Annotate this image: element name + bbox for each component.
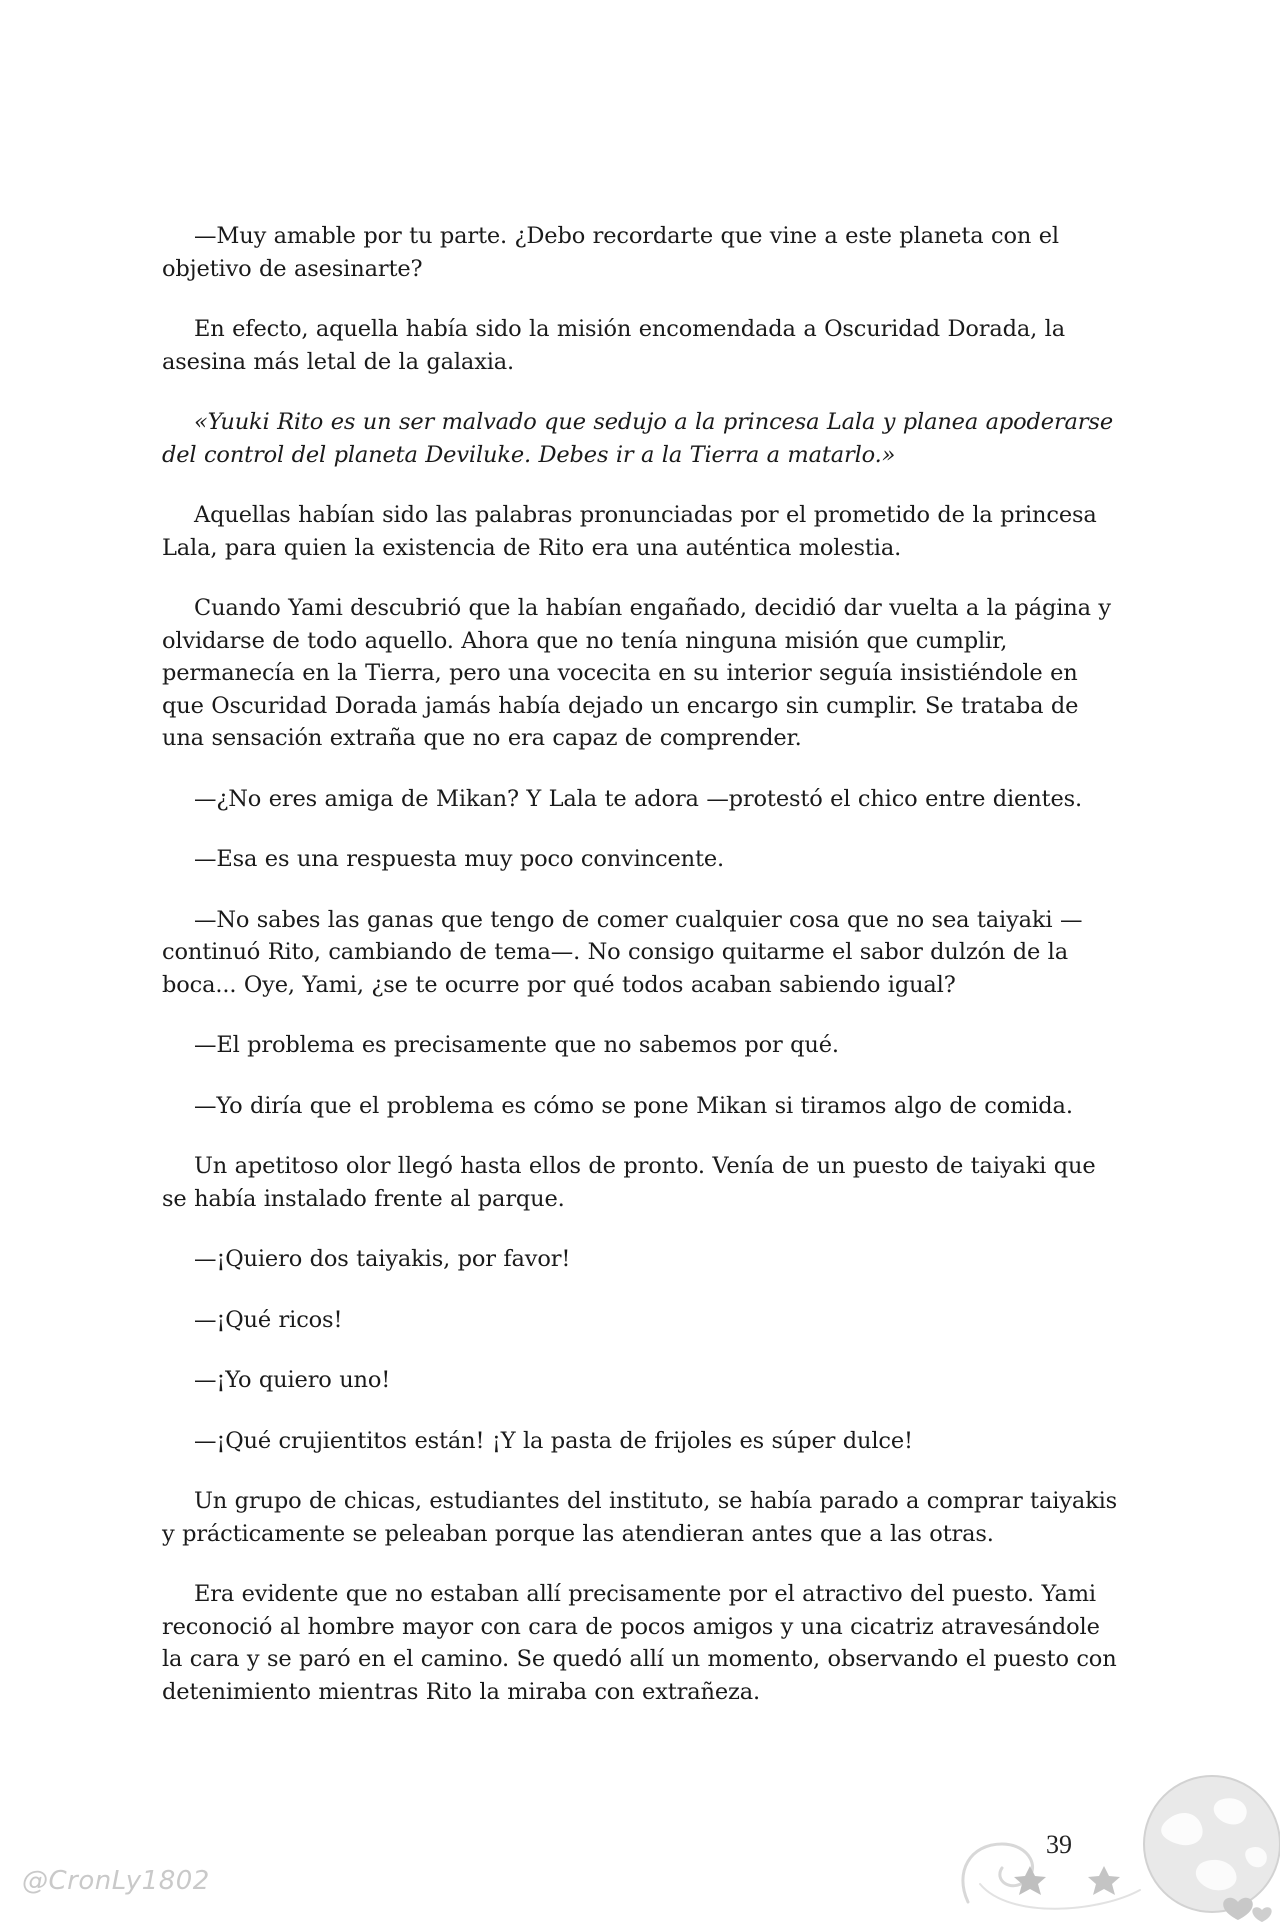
paragraph-italic-quote: «Yuuki Rito es un ser malvado que sedujo a la princesa Lala y planea apoderarse del control del planeta Deviluke. Debes ir a la Tierra a matarlo.» xyxy=(162,409,1113,468)
paragraph: —¡Yo quiero uno! xyxy=(194,1367,391,1393)
heart-icon xyxy=(1252,1907,1271,1922)
star-icon xyxy=(1088,1866,1120,1895)
swirl-ornament-tail xyxy=(980,1884,1140,1909)
moon-icon xyxy=(1144,1776,1280,1912)
page-number: 39 xyxy=(1046,1830,1072,1859)
paragraph: Aquellas habían sido las palabras pronunciadas por el prometido de la princesa Lala, para quien la existencia de Rito era una auténtica molestia. xyxy=(162,502,1097,561)
paragraph: Un grupo de chicas, estudiantes del instituto, se había parado a comprar taiyakis y prácticamente se peleaban porque las atendieran antes que a las otras. xyxy=(162,1488,1118,1547)
paragraph: Cuando Yami descubrió que la habían engañado, decidió dar vuelta a la página y olvidarse de todo aquello. Ahora que no tenía ninguna misión que cumplir, permanecía en la Tierra, pero una vocecita en su interior seguía insistiéndole en que Oscuridad Dorada jamás había dejado un encargo sin cumplir. Se trataba de una sensación extraña que no era capaz de comprender. xyxy=(162,595,1111,751)
star-icon xyxy=(1014,1866,1046,1895)
paragraph: —¡Qué ricos! xyxy=(194,1306,343,1333)
paragraph: En efecto, aquella había sido la misión encomendada a Oscuridad Dorada, la asesina más letal de la galaxia. xyxy=(162,316,1065,375)
paragraph: —Yo diría que el problema es cómo se pone Mikan si tiramos algo de comida. xyxy=(194,1092,1073,1119)
paragraph: —Muy amable por tu parte. ¿Debo recordarte que vine a este planeta con el objetivo de asesinarte? xyxy=(162,223,1059,282)
paragraph: Un apetitoso olor llegó hasta ellos de pronto. Venía de un puesto de taiyaki que se había instalado frente al parque. xyxy=(162,1153,1096,1212)
paragraph: —¡Quiero dos taiyakis, por favor! xyxy=(194,1246,571,1272)
paragraph: —¿No eres amiga de Mikan? Y Lala te adora —protestó el chico entre dientes. xyxy=(194,785,1083,812)
paragraph: —¡Qué crujientitos están! ¡Y la pasta de frijoles es súper dulce! xyxy=(194,1427,913,1454)
moon-star-ornament xyxy=(950,1752,1280,1922)
paragraph: Era evidente que no estaban allí precisamente por el atractivo del puesto. Yami reconoció al hombre mayor con cara de pocos amigos y una cicatriz atravesándole la cara y se paró en el camino. Se quedó allí un momento, observando el puesto con detenimiento mientras Rito la miraba con extrañeza. xyxy=(162,1581,1117,1705)
paragraph: —El problema es precisamente que no sabemos por qué. xyxy=(194,1032,839,1058)
paragraph: —Esa es una respuesta muy poco convincente. xyxy=(194,846,725,872)
body-text xyxy=(162,220,1118,1736)
paragraph: —No sabes las ganas que tengo de comer cualquier cosa que no sea taiyaki —continuó Rito, cambiando de tema—. No consigo quitarme el sabor dulzón de la boca... Oye, Yami, ¿se te ocurre por qué todos acaban sabiendo igual? xyxy=(162,906,1083,998)
watermark: @CronLy1802 xyxy=(22,1866,210,1896)
